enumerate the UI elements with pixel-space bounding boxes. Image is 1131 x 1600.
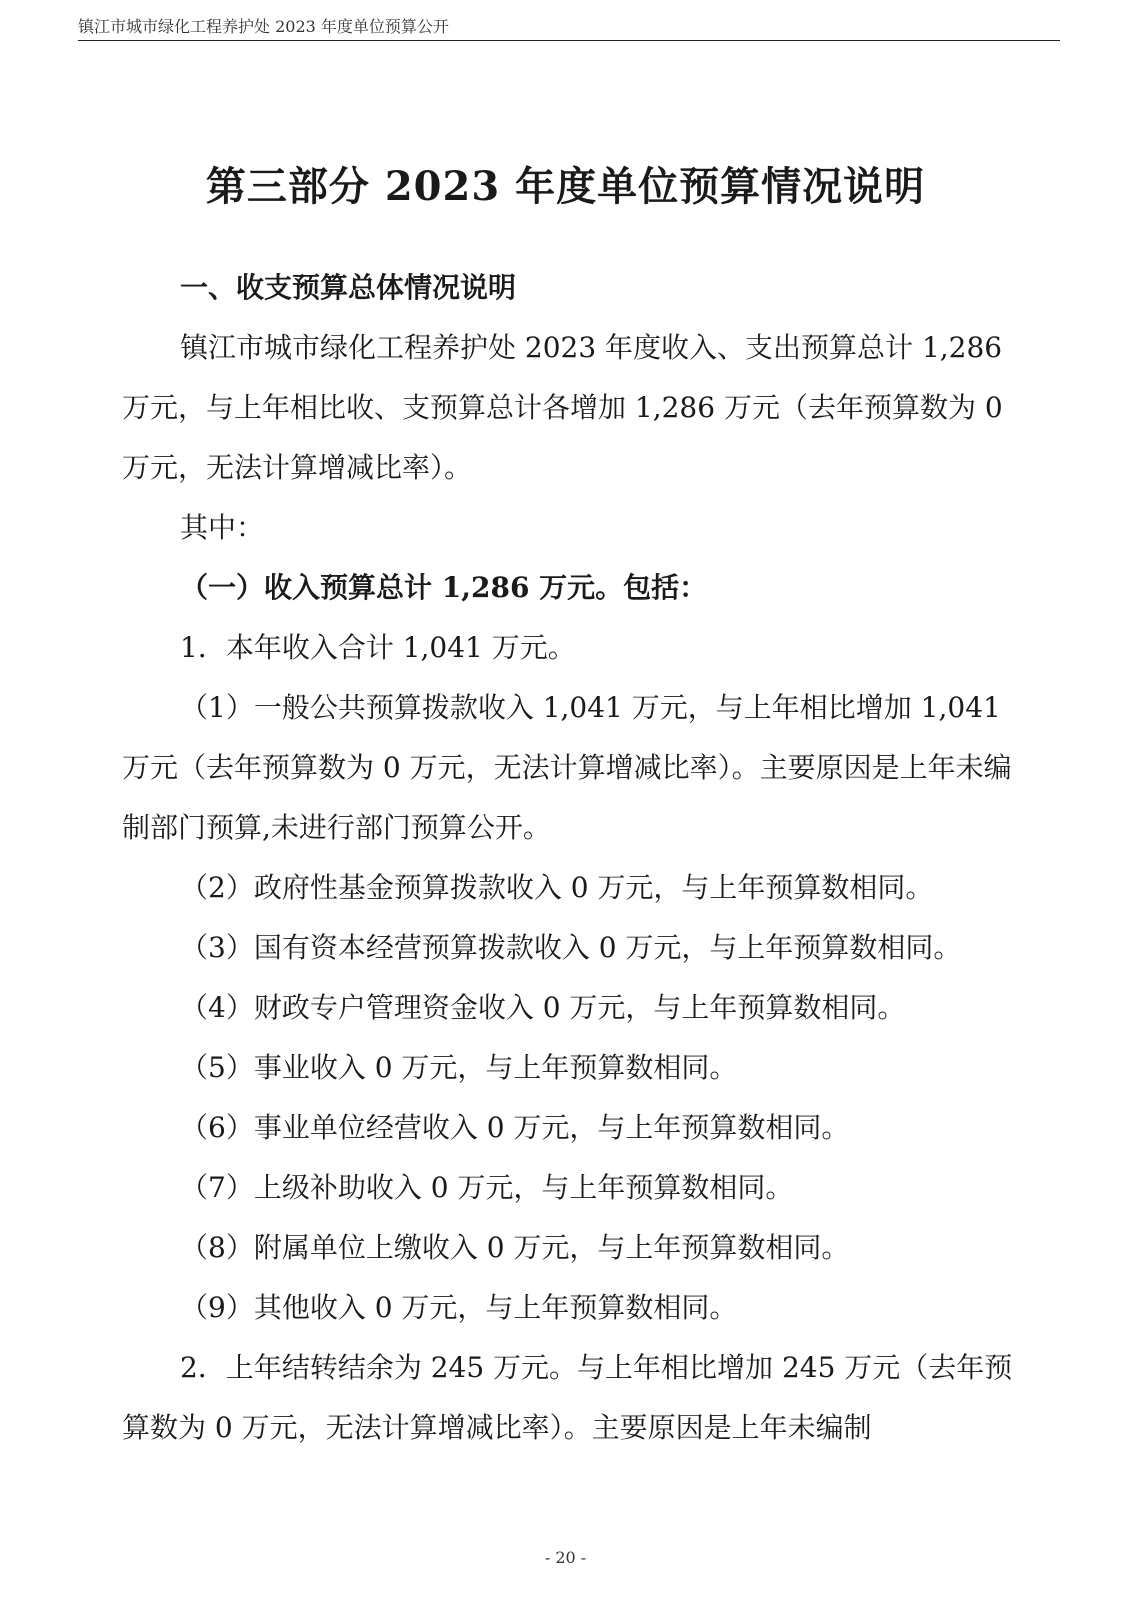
header-divider <box>78 40 1060 41</box>
document-body <box>122 258 1018 1458</box>
paragraph: （3）国有资本经营预算拨款收入 0 万元，与上年预算数相同。 <box>180 931 962 964</box>
paragraph: （2）政府性基金预算拨款收入 0 万元，与上年预算数相同。 <box>180 871 934 904</box>
page-number: - 20 - <box>544 1548 587 1567</box>
paragraph: （6）事业单位经营收入 0 万元，与上年预算数相同。 <box>180 1111 850 1144</box>
paragraph: （7）上级补助收入 0 万元，与上年预算数相同。 <box>180 1171 794 1204</box>
paragraph: （1）一般公共预算拨款收入 1,041 万元，与上年相比增加 1,041 万元（去年预算数为 0 万元，无法计算增减比率）。主要原因是上年未编制部门预算,未进行部门预算公开。 <box>122 691 1012 844</box>
paragraph: （8）附属单位上缴收入 0 万元，与上年预算数相同。 <box>180 1231 850 1264</box>
paragraph: 2．上年结转结余为 245 万元。与上年相比增加 245 万元（去年预算数为 0 万元，无法计算增减比率）。主要原因是上年未编制 <box>122 1351 1013 1444</box>
subsection-heading: （一）收入预算总计 1,286 万元。包括： <box>180 571 708 604</box>
paragraph: 1．本年收入合计 1,041 万元。 <box>180 631 576 664</box>
section-heading: 一、收支预算总体情况说明 <box>180 271 517 304</box>
paragraph: （9）其他收入 0 万元，与上年预算数相同。 <box>180 1291 738 1324</box>
paragraph: 镇江市城市绿化工程养护处 2023 年度收入、支出预算总计 1,286 万元，与上年相比收、支预算总计各增加 1,286 万元（去年预算数为 0 万元，无法计算增减比率）。 <box>122 331 1003 484</box>
paragraph: （5）事业收入 0 万元，与上年预算数相同。 <box>180 1051 738 1084</box>
running-header: 镇江市城市绿化工程养护处 2023 年度单位预算公开 <box>78 17 449 36</box>
paragraph: 其中： <box>180 511 265 544</box>
paragraph: （4）财政专户管理资金收入 0 万元，与上年预算数相同。 <box>180 991 906 1024</box>
page-title: 第三部分 2023 年度单位预算情况说明 <box>205 163 926 210</box>
